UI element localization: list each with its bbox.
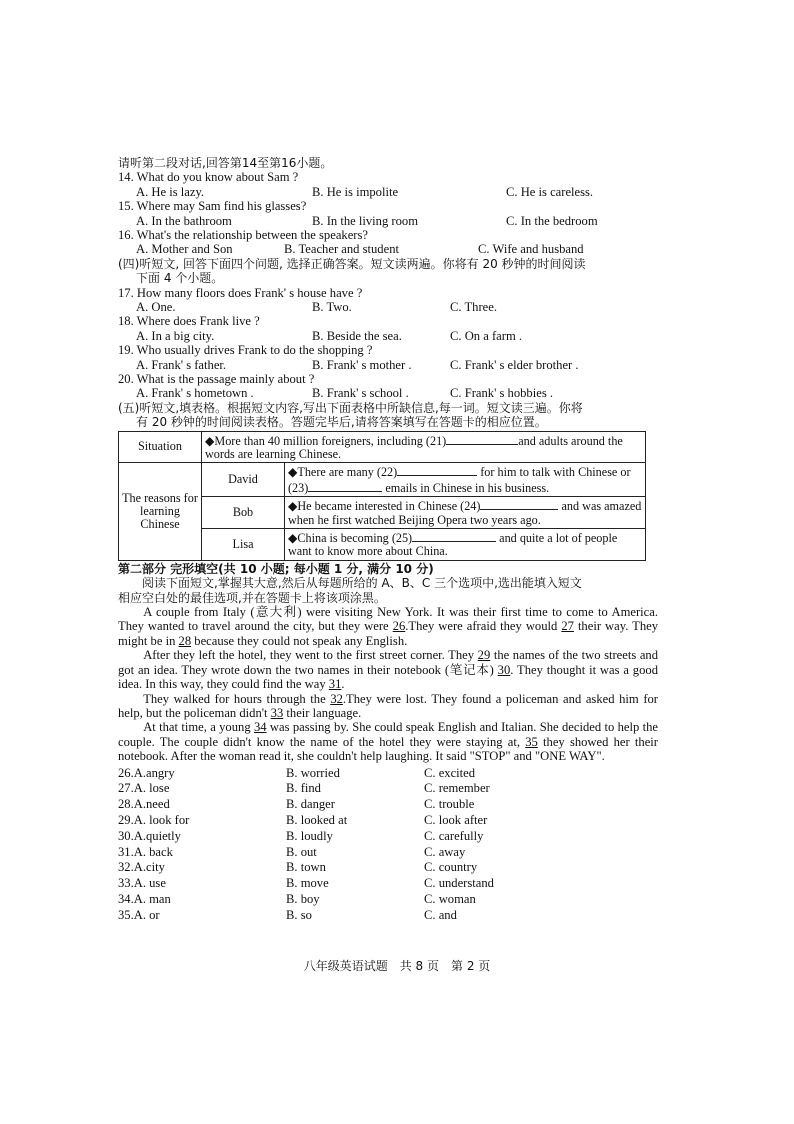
option-b: B. Frank' s mother . (312, 357, 412, 372)
section-intro: 请听第二段对话,回答第14至第16小题。 (118, 156, 333, 170)
passage-paragraph-3: They walked for hours through the 32.They were lost. They found a policeman and asked him for help, but the policeman didn't 33 their language. (118, 691, 659, 720)
lisa-label: Lisa (202, 529, 285, 561)
passage-paragraph-2: After they left the hotel, they went to the first street corner. They 29 the names of the two streets and got an idea. They wrote down the two names in their notebook (笔记本) 30. They thought it was a good idea. In this way, they could find the way 31. (118, 648, 659, 692)
option-c: C. and (424, 907, 457, 922)
option-c: C. Three. (450, 300, 497, 315)
option-a: 28.A.need (118, 797, 170, 812)
option-a: A. Mother and Son (136, 242, 233, 257)
option-a: 32.A.city (118, 860, 165, 875)
option-row-33 (118, 876, 658, 892)
question-16: 16. What's the relationship between the speakers? (118, 228, 368, 242)
question-20: 20. What is the passage mainly about ? (118, 372, 315, 386)
blank-35[interactable]: 35 (525, 734, 538, 749)
option-b: B. Teacher and student (284, 242, 399, 257)
page-footer: 八年级英语试题 共 8 页 第 2 页 (303, 959, 491, 973)
blank-31[interactable]: 31 (328, 677, 342, 692)
option-b: B. Beside the sea. (312, 328, 402, 343)
option-c: C. Frank' s elder brother . (450, 357, 579, 372)
question-20-options (118, 386, 658, 400)
question-19: 19. Who usually drives Frank to do the shopping ? (118, 343, 373, 358)
option-b: B. Frank' s school . (312, 386, 409, 401)
blank-28[interactable]: 28 (178, 633, 192, 648)
option-b: B. worried (286, 765, 340, 780)
blank-34[interactable]: 34 (253, 720, 267, 735)
blank-26[interactable]: 26 (392, 619, 406, 634)
part5-instructions-cont: 有 20 秒钟的时间阅读表格。答题完毕后,请将答案填写在答题卡的相应位置。 (136, 415, 547, 430)
option-c: C. He is careless. (506, 184, 594, 199)
option-b: B. danger (286, 797, 335, 812)
option-c: C. remember (424, 781, 490, 796)
question-14: 14. What do you know about Sam ? (118, 170, 299, 185)
option-b: B. find (286, 781, 321, 796)
option-row-35 (118, 908, 658, 924)
option-b: B. Two. (312, 300, 352, 315)
exam-page (118, 156, 658, 924)
blank-23[interactable] (308, 480, 382, 492)
option-a: 34.A. man (118, 891, 171, 906)
option-a: 35.A. or (118, 907, 160, 922)
part2-instructions-cont: 相应空白处的最佳选项,并在答题卡上将该项涂黑。 (118, 590, 386, 605)
option-b: B. boy (286, 891, 320, 906)
blank-21[interactable] (446, 433, 518, 445)
option-a: 33.A. use (118, 876, 166, 891)
bob-label: Bob (202, 497, 285, 529)
option-b: B. move (286, 876, 329, 891)
blank-25[interactable] (412, 530, 496, 542)
option-c: C. look after (424, 812, 488, 827)
option-b: B. In the living room (312, 213, 418, 228)
option-c: C. woman (424, 891, 476, 906)
blank-32[interactable]: 32 (330, 691, 343, 706)
part4-instructions-cont: 下面 4 个小题。 (136, 271, 224, 286)
option-c: C. In the bedroom (506, 213, 598, 228)
question-18: 18. Where does Frank live ? (118, 314, 260, 329)
blank-24[interactable] (480, 498, 558, 510)
option-a: A. In a big city. (136, 328, 215, 343)
option-row-34 (118, 892, 658, 908)
lisa-cell: ◆China is becoming (25) and quite a lot of people want to know more about China. (285, 529, 646, 561)
option-c: C. country (424, 860, 478, 875)
david-label: David (202, 463, 285, 497)
option-c: C. understand (424, 876, 494, 891)
option-a: A. Frank' s father. (136, 357, 227, 372)
blank-27[interactable]: 27 (561, 619, 574, 634)
option-a: A. Frank' s hometown . (136, 386, 254, 401)
listening-table (118, 431, 646, 561)
option-b: B. He is impolite (312, 184, 399, 199)
option-row-27 (118, 781, 658, 797)
bob-cell: ◆He became interested in Chinese (24) and was amazed when he first watched Beijing Opera two years ago. (285, 497, 646, 529)
table-row (119, 463, 646, 497)
option-a: A. He is lazy. (136, 184, 205, 199)
question-15-options (118, 214, 658, 228)
option-c: C. On a farm . (450, 328, 523, 343)
option-row-26 (118, 766, 658, 782)
option-a: 29.A. look for (118, 812, 190, 827)
blank-29[interactable]: 29 (477, 648, 491, 663)
question-18-options (118, 329, 658, 343)
blank-22[interactable] (397, 464, 477, 476)
option-b: B. so (286, 907, 312, 922)
option-a: A. In the bathroom (136, 213, 232, 228)
question-17: 17. How many floors does Frank' s house have ? (118, 285, 363, 300)
option-a: 27.A. lose (118, 781, 170, 796)
part5-instructions: (五)听短文,填表格。根据短文内容,写出下面表格中所缺信息,每一词。短文读三遍。你将 (118, 400, 583, 415)
option-row-30 (118, 829, 658, 845)
blank-30[interactable]: 30 (497, 662, 511, 677)
option-b: B. looked at (286, 812, 348, 827)
option-c: C. excited (424, 765, 476, 780)
situation-cell: ◆More than 40 million foreigners, including (21) and adults around the words are learning Chinese. (202, 431, 646, 463)
situation-label: Situation (119, 431, 202, 463)
part4-instructions: (四)听短文, 回答下面四个问题, 选择正确答案。短文读两遍。你将有 20 秒钟的时间阅读 (118, 256, 586, 271)
option-a: A. One. (136, 300, 176, 315)
option-b: B. loudly (286, 828, 333, 843)
option-row-31 (118, 845, 658, 861)
passage-paragraph-1: A couple from Italy (意大利) were visiting New York. It was their first time to come to America. They wanted to travel around the city, but they were 26.They were afraid they would 27 their way. They might be in 28 because they could not speak any English. (118, 605, 658, 648)
option-b: B. out (286, 844, 317, 859)
question-16-options (118, 242, 658, 256)
option-c: C. carefully (424, 828, 484, 843)
passage-paragraph-4: At that time, a young 34 was passing by. She could speak English and Italian. She decided to help the couple. The couple didn't know the name of the hotel they were staying at, 35 they showed her their notebook. After the woman read it, she couldn't help laughing. It said "STOP" and "ONE WAY". (118, 720, 658, 764)
david-cell: ◆There are many (22) for him to talk with Chinese or (23) emails in Chinese in his business. (285, 463, 646, 497)
question-15: 15. Where may Sam find his glasses? (118, 199, 307, 214)
option-b: B. town (286, 860, 326, 875)
question-14-options (118, 185, 658, 199)
option-c: C. Frank' s hobbies . (450, 386, 554, 401)
option-c: C. trouble (424, 797, 475, 812)
question-19-options (118, 358, 658, 372)
option-row-29 (118, 813, 658, 829)
option-row-32 (118, 860, 658, 876)
part2-instructions: 阅读下面短文,掌握其大意,然后从每题所给的 A、B、C 三个选项中,选出能填入短文 (142, 576, 582, 591)
option-a: 31.A. back (118, 844, 173, 859)
option-a: 30.A.quietly (118, 828, 181, 843)
reasons-label: The reasons for learning Chinese (119, 463, 202, 560)
option-c: C. away (424, 844, 466, 859)
option-a: 26.A.angry (118, 765, 175, 780)
option-row-28 (118, 797, 658, 813)
option-c: C. Wife and husband (478, 242, 584, 257)
question-17-options (118, 300, 658, 314)
blank-33[interactable]: 33 (270, 705, 284, 720)
cloze-options (118, 766, 658, 924)
part2-title: 第二部分 完形填空(共 10 小题; 每小题 1 分, 满分 10 分) (118, 561, 434, 576)
table-row (119, 431, 646, 463)
